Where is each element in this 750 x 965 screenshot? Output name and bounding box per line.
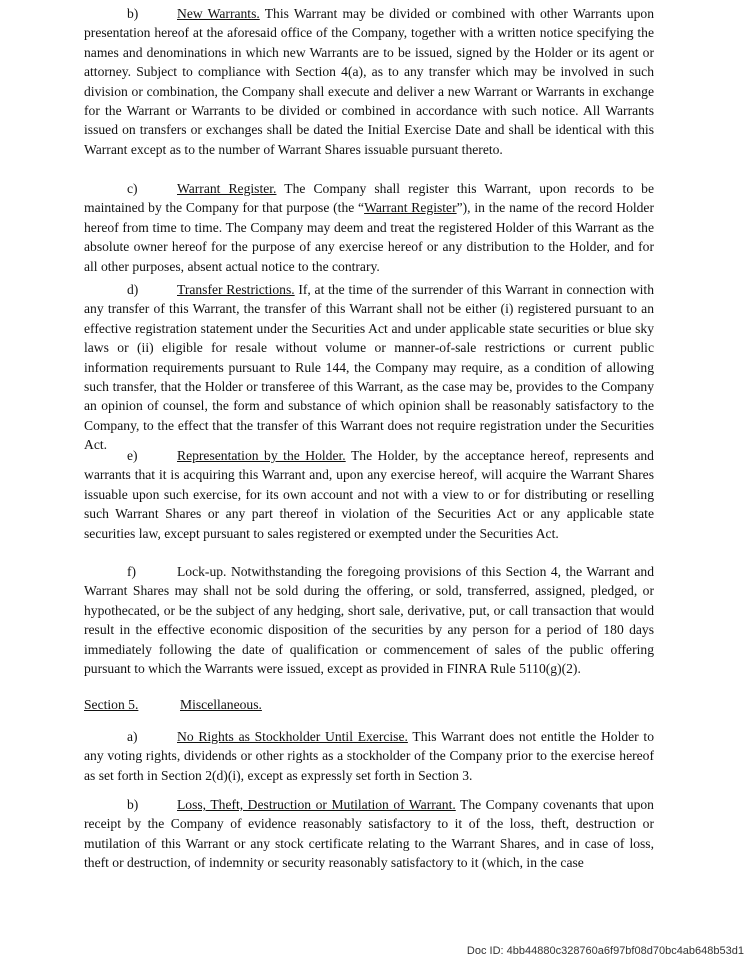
doc-id: Doc ID: 4bb44880c328760a6f97bf08d70bc4ab648b53d1 (466, 945, 744, 957)
paragraph-heading: New Warrants. (177, 6, 260, 21)
paragraph-loss-theft (84, 795, 654, 873)
paragraph-heading: Representation by the Holder. (177, 448, 346, 463)
paragraph-heading: No Rights as Stockholder Until Exercise. (177, 729, 408, 744)
paragraph-new-warrants (84, 4, 654, 159)
section-heading (84, 695, 654, 714)
paragraph-label: a) (127, 729, 138, 744)
paragraph-label: b) (127, 6, 139, 21)
paragraph-label: e) (127, 448, 138, 463)
paragraph-heading: Transfer Restrictions. (177, 282, 295, 297)
paragraph-body: If, at the time of the surrender of this Warrant in connection with any transfer of this Warrant, the transfer of this Warrant shall not be either (i) registered pursuant to an effective registration statement under the Securities Act and under applicable state securities or blue sky laws or (ii) eligible for resale without volume or manner-of-sale restrictions or current public information requirements pursuant to Rule 144, the Company may require, as a condition of allowing such transfer, that the Holder or transferee of this Warrant, as the case may be, provides to the Company an opinion of counsel, the form and substance of which opinion shall be reasonably satisfactory to the Company, to the effect that the transfer of this Warrant does not require registration under the Securities Act. (84, 282, 654, 453)
paragraph-label: b) (127, 797, 139, 812)
paragraph-body: Lock-up. Notwithstanding the foregoing provisions of this Section 4, the Warrant and Warrant Shares may shall not be sold during the offering, or sold, transferred, assigned, pledged, or hypothecated, or be the subject of any hedging, short sale, derivative, put, or call transaction that would result in the effective economic disposition of the securities by any person for a period of 180 days immediately following the date of qualification or commencement of sales of the public offering pursuant to which the Warrants were issued, except as provided in FINRA Rule 5110(g)(2). (84, 564, 654, 677)
paragraph-lock-up (84, 562, 654, 678)
paragraph-label: c) (127, 181, 138, 196)
paragraph-body: The Company shall register this Warrant, upon records to be maintained by the Company for that purpose (the “ (84, 181, 655, 216)
paragraph-no-rights (84, 727, 654, 785)
paragraph-body: This Warrant does not entitle the Holder to any voting rights, dividends or other rights as a stockholder of the Company prior to the exercise hereof as set forth in Section 2(d)(i), except as expressly set forth in Section 3. (84, 729, 655, 783)
paragraph-body: The Holder, by the acceptance hereof, represents and warrants that it is acquiring this Warrant and, upon any exercise hereof, will acquire the Warrant Shares issuable upon such exercise, for its own account and not with a view to or for distributing or reselling such Warrant Shares or any part thereof in violation of the Securities Act or any applicable state securities law, except pursuant to sales registered or exempted under the Securities Act. (84, 448, 654, 541)
paragraph-label: f) (127, 564, 137, 579)
paragraph-heading: Warrant Register. (177, 181, 277, 196)
section-title: Miscellaneous. (180, 697, 262, 712)
defined-term: Warrant Register (364, 200, 457, 216)
paragraph-warrant-register (84, 179, 654, 276)
paragraph-heading: Loss, Theft, Destruction or Mutilation of Warrant. (177, 797, 456, 812)
paragraph-representation (84, 446, 654, 543)
paragraph-body: The Company covenants that upon receipt by the Company of evidence reasonably satisfactory to it of the loss, theft, destruction or mutilation of this Warrant or any stock certificate relating to the Warrant Shares, and in case of loss, theft or destruction, of indemnity or security reasonably satisfactory to it (which, in the case (84, 797, 654, 871)
paragraph-transfer-restrictions (84, 280, 654, 455)
section-number: Section 5. (84, 697, 139, 712)
paragraph-body: ”), in the name of the record Holder hereof from time to time. The Company may deem and treat the registered Holder of this Warrant as the absolute owner hereof for the purpose of any exercise hereof or any distribution to the Holder, and for all other purposes, absent actual notice to the contrary. (84, 200, 654, 274)
paragraph-body: This Warrant may be divided or combined with other Warrants upon presentation hereof at the aforesaid office of the Company, together with a written notice specifying the names and denominations in which new Warrants are to be issued, signed by the Holder or its agent or attorney. Subject to compliance with Section 4(a), as to any transfer which may be involved in such division or combination, the Company shall execute and deliver a new Warrant or Warrants in exchange for the Warrant or Warrants to be divided or combined in accordance with such notice. All Warrants issued on transfers or exchanges shall be dated the Initial Exercise Date and shall be identical with this Warrant except as to the number of Warrant Shares issuable pursuant thereto. (84, 6, 654, 157)
paragraph-label: d) (127, 282, 139, 297)
